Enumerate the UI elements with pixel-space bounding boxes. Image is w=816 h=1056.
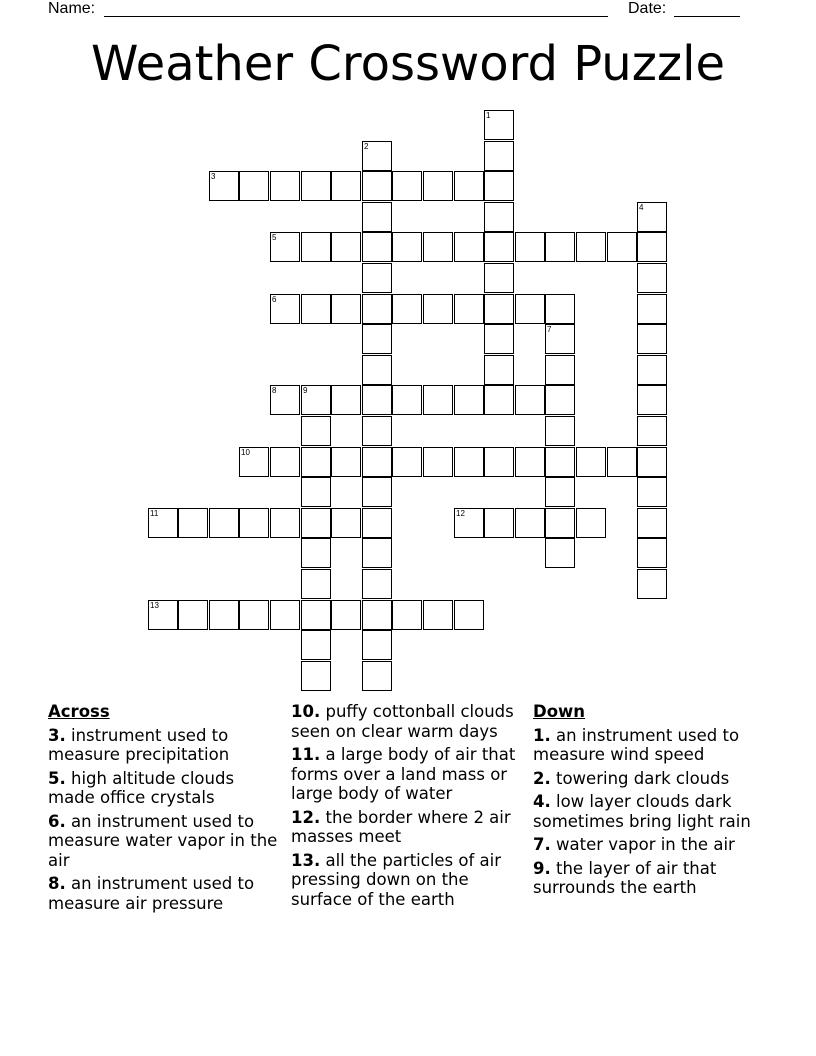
clue-item <box>291 808 527 847</box>
crossword-cell[interactable] <box>392 294 422 324</box>
clue-text: an instrument used to measure water vapor in the air <box>48 811 278 870</box>
clue-number: 6. <box>48 811 66 831</box>
clues-column-down <box>533 702 769 902</box>
crossword-cell[interactable] <box>301 508 331 538</box>
crossword-cell[interactable] <box>576 508 606 538</box>
crossword-cell[interactable] <box>454 232 484 262</box>
crossword-cell[interactable] <box>362 141 392 171</box>
crossword-cell[interactable] <box>362 600 392 630</box>
crossword-cell[interactable] <box>392 232 422 262</box>
crossword-cell[interactable] <box>148 600 178 630</box>
clue-number: 7. <box>533 835 551 854</box>
crossword-cell[interactable] <box>331 232 361 262</box>
crossword-cell[interactable] <box>362 630 392 660</box>
crossword-cell[interactable] <box>545 232 575 262</box>
crossword-cell[interactable] <box>515 294 545 324</box>
clue-text: an instrument used to measure wind speed <box>533 725 740 764</box>
crossword-cell[interactable] <box>637 232 667 262</box>
crossword-cell[interactable] <box>545 477 575 507</box>
crossword-cell[interactable] <box>484 232 514 262</box>
crossword-cell[interactable] <box>331 385 361 415</box>
crossword-cell[interactable] <box>423 171 453 201</box>
crossword-cell[interactable] <box>484 447 514 477</box>
across-clue-list <box>48 726 284 914</box>
crossword-cell[interactable] <box>545 355 575 385</box>
crossword-cell[interactable] <box>301 569 331 599</box>
date-label: Date: <box>628 0 667 17</box>
clue-number: 12. <box>291 807 321 827</box>
crossword-cell[interactable] <box>301 630 331 660</box>
crossword-cell[interactable] <box>301 232 331 262</box>
crossword-cell[interactable] <box>484 141 514 171</box>
crossword-cell[interactable] <box>239 508 269 538</box>
crossword-cell[interactable] <box>637 508 667 538</box>
clue-number-label: 9 <box>303 386 308 395</box>
crossword-cell[interactable] <box>607 232 637 262</box>
crossword-cell[interactable] <box>270 600 300 630</box>
crossword-cell[interactable] <box>515 385 545 415</box>
clue-text: instrument used to measure precipitation <box>48 725 230 764</box>
clue-number-label: 5 <box>272 233 277 242</box>
clue-number-label: 1 <box>486 111 491 120</box>
clue-text: a large body of air that forms over a land mass or large body of water <box>291 745 516 803</box>
clue-number-label: 8 <box>272 386 277 395</box>
crossword-cell[interactable] <box>331 447 361 477</box>
crossword-cell[interactable] <box>637 538 667 568</box>
clue-number: 13. <box>291 850 321 870</box>
crossword-cell[interactable] <box>484 324 514 354</box>
clue-number-label: 2 <box>364 142 369 151</box>
crossword-cell[interactable] <box>301 294 331 324</box>
crossword-cell[interactable] <box>331 508 361 538</box>
clue-item <box>48 769 284 808</box>
crossword-cell[interactable] <box>454 294 484 324</box>
crossword-cell[interactable] <box>362 294 392 324</box>
crossword-cell[interactable] <box>301 661 331 691</box>
crossword-cell[interactable] <box>484 171 514 201</box>
crossword-cell[interactable] <box>301 600 331 630</box>
crossword-cell[interactable] <box>362 416 392 446</box>
crossword-cell[interactable] <box>484 294 514 324</box>
clue-item <box>48 812 284 871</box>
clue-item <box>533 726 769 765</box>
crossword-cell[interactable] <box>484 355 514 385</box>
crossword-cell[interactable] <box>454 171 484 201</box>
crossword-cell[interactable] <box>239 171 269 201</box>
crossword-cell[interactable] <box>209 508 239 538</box>
crossword-cell[interactable] <box>270 294 300 324</box>
crossword-cell[interactable] <box>637 416 667 446</box>
crossword-cell[interactable] <box>362 232 392 262</box>
across-clue-list-continued <box>291 702 527 909</box>
crossword-cell[interactable] <box>637 477 667 507</box>
clue-item <box>291 851 527 910</box>
clue-item <box>291 745 527 804</box>
crossword-cell[interactable] <box>637 569 667 599</box>
crossword-cell[interactable] <box>178 508 208 538</box>
crossword-cell[interactable] <box>637 355 667 385</box>
crossword-cell[interactable] <box>270 508 300 538</box>
clue-number: 4. <box>533 792 551 811</box>
crossword-cell[interactable] <box>454 508 484 538</box>
crossword-cell[interactable] <box>270 447 300 477</box>
clue-item <box>48 874 284 913</box>
crossword-cell[interactable] <box>331 171 361 201</box>
clue-item <box>533 859 769 898</box>
clue-number-label: 7 <box>547 325 552 334</box>
clue-number: 8. <box>48 874 66 893</box>
crossword-cell[interactable] <box>178 600 208 630</box>
clue-number-label: 11 <box>150 509 159 518</box>
crossword-cell[interactable] <box>607 447 637 477</box>
clue-text: water vapor in the air <box>550 835 735 854</box>
crossword-cell[interactable] <box>637 447 667 477</box>
clue-number-label: 3 <box>211 172 216 181</box>
crossword-cell[interactable] <box>301 416 331 446</box>
crossword-cell[interactable] <box>392 171 422 201</box>
crossword-cell[interactable] <box>270 232 300 262</box>
clue-number-label: 13 <box>150 601 159 610</box>
crossword-cell[interactable] <box>362 538 392 568</box>
crossword-cell[interactable] <box>392 385 422 415</box>
clue-text: towering dark clouds <box>550 768 730 788</box>
clue-number: 9. <box>533 858 551 878</box>
crossword-cell[interactable] <box>637 294 667 324</box>
crossword-cell[interactable] <box>515 508 545 538</box>
crossword-cell[interactable] <box>545 508 575 538</box>
crossword-cell[interactable] <box>362 171 392 201</box>
name-label: Name: <box>48 0 96 17</box>
clue-text: high altitude clouds made office crystals <box>48 768 235 807</box>
crossword-cell[interactable] <box>270 171 300 201</box>
crossword-cell[interactable] <box>362 202 392 232</box>
crossword-cell[interactable] <box>576 232 606 262</box>
crossword-cell[interactable] <box>423 600 453 630</box>
crossword-cell[interactable] <box>484 508 514 538</box>
crossword-cell[interactable] <box>362 263 392 293</box>
crossword-cell[interactable] <box>301 171 331 201</box>
crossword-cell[interactable] <box>209 171 239 201</box>
clue-text: the border where 2 air masses meet <box>291 807 511 846</box>
clue-item <box>533 835 769 855</box>
clue-number: 1. <box>533 725 551 745</box>
crossword-cell[interactable] <box>454 447 484 477</box>
page-title: Weather Crossword Puzzle <box>91 36 725 92</box>
crossword-cell[interactable] <box>270 385 300 415</box>
crossword-cell[interactable] <box>637 263 667 293</box>
across-heading: Across <box>48 702 110 721</box>
crossword-cell[interactable] <box>209 600 239 630</box>
clue-number: 10. <box>291 702 321 721</box>
crossword-cell[interactable] <box>331 294 361 324</box>
clue-number-label: 12 <box>456 509 465 518</box>
crossword-cell[interactable] <box>362 355 392 385</box>
clue-item <box>533 769 769 789</box>
crossword-cell[interactable] <box>423 294 453 324</box>
crossword-cell[interactable] <box>423 385 453 415</box>
crossword-cell[interactable] <box>484 263 514 293</box>
crossword-cell[interactable] <box>576 447 606 477</box>
crossword-cell[interactable] <box>545 294 575 324</box>
crossword-cell[interactable] <box>301 538 331 568</box>
clue-text: all the particles of air pressing down on the surface of the earth <box>291 850 502 909</box>
crossword-cell[interactable] <box>362 447 392 477</box>
crossword-cell[interactable] <box>362 569 392 599</box>
crossword-cell[interactable] <box>484 110 514 140</box>
clue-number-label: 4 <box>639 203 644 212</box>
clue-number-label: 10 <box>241 448 250 457</box>
clue-number: 5. <box>48 768 66 788</box>
clues-column-across-continued <box>291 702 527 913</box>
crossword-cell[interactable] <box>392 447 422 477</box>
crossword-cell[interactable] <box>362 385 392 415</box>
clue-item <box>533 792 769 831</box>
clue-number: 2. <box>533 768 551 788</box>
crossword-cell[interactable] <box>545 324 575 354</box>
crossword-cell[interactable] <box>545 385 575 415</box>
crossword-cell[interactable] <box>484 202 514 232</box>
crossword-cell[interactable] <box>637 324 667 354</box>
crossword-cell[interactable] <box>637 202 667 232</box>
clue-number-label: 6 <box>272 295 277 304</box>
crossword-cell[interactable] <box>301 447 331 477</box>
clue-number: 3. <box>48 725 66 745</box>
crossword-cell[interactable] <box>362 324 392 354</box>
crossword-cell[interactable] <box>515 447 545 477</box>
crossword-cell[interactable] <box>545 447 575 477</box>
crossword-cell[interactable] <box>637 385 667 415</box>
crossword-cell[interactable] <box>301 477 331 507</box>
crossword-cell[interactable] <box>301 385 331 415</box>
clue-text: an instrument used to measure air pressure <box>48 874 255 913</box>
crossword-cell[interactable] <box>362 508 392 538</box>
clue-text: puffy cottonball clouds seen on clear warm days <box>291 702 514 741</box>
down-clue-list <box>533 726 769 898</box>
clues-column-across <box>48 702 284 917</box>
clue-item <box>48 726 284 765</box>
crossword-cell[interactable] <box>362 477 392 507</box>
crossword-cell[interactable] <box>392 600 422 630</box>
crossword-cell[interactable] <box>545 416 575 446</box>
crossword-cell[interactable] <box>331 600 361 630</box>
clue-text: low layer clouds dark sometimes bring light rain <box>533 792 751 831</box>
crossword-cell[interactable] <box>423 447 453 477</box>
crossword-cell[interactable] <box>454 385 484 415</box>
crossword-cell[interactable] <box>545 538 575 568</box>
down-heading: Down <box>533 702 586 721</box>
crossword-cell[interactable] <box>362 661 392 691</box>
clue-item <box>291 702 527 741</box>
crossword-cell[interactable] <box>423 232 453 262</box>
crossword-cell[interactable] <box>239 447 269 477</box>
clue-number: 11. <box>291 745 321 764</box>
crossword-cell[interactable] <box>454 600 484 630</box>
crossword-cell[interactable] <box>515 232 545 262</box>
crossword-cell[interactable] <box>484 385 514 415</box>
clue-text: the layer of air that surrounds the earth <box>533 858 717 897</box>
crossword-cell[interactable] <box>148 508 178 538</box>
crossword-cell[interactable] <box>239 600 269 630</box>
